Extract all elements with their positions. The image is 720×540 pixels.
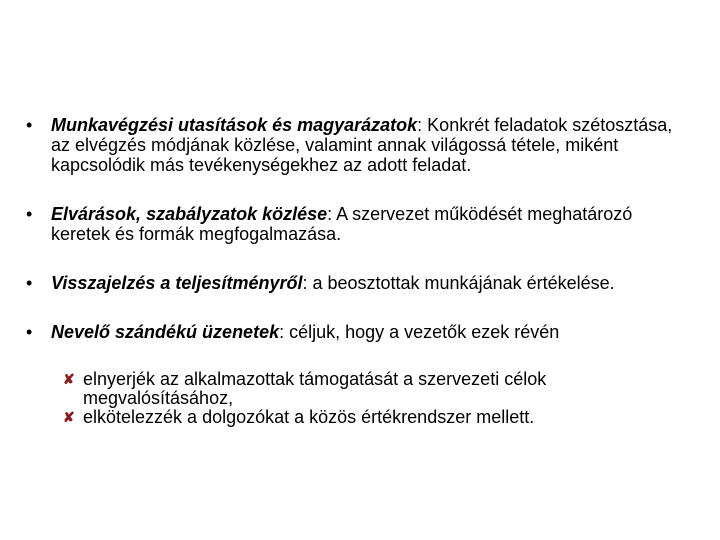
x-mark-icon: ✘ <box>63 371 75 387</box>
bullet-item-feedback <box>26 273 696 293</box>
sub-bullet-list <box>63 370 623 427</box>
bullet-text: : Konkrét feladatok szétosztása, az elvégzés módjának közlése, valamint annak világossá tétele, miként kapcsolódik más tevékenységekhez az adott feladat. <box>51 115 673 175</box>
bullet-dot: • <box>26 273 33 293</box>
x-mark-icon: ✘ <box>63 409 75 425</box>
sub-bullet-item <box>63 370 623 408</box>
bullet-term: Nevelő szándékú üzenetek <box>51 322 280 342</box>
bullet-term: Visszajelzés a teljesítményről <box>51 273 303 293</box>
bullet-text: : A szervezet működését meghatározó keretek és formák megfogalmazása. <box>51 204 633 244</box>
bullet-item-expectations <box>26 204 696 244</box>
bullet-term: Munkavégzési utasítások és magyarázatok <box>51 115 418 135</box>
bullet-item-educational <box>26 322 696 342</box>
sub-bullet-item <box>63 408 623 427</box>
sub-bullet-text: elkötelezzék a dolgozókat a közös értékrendszer mellett. <box>83 407 535 427</box>
bullet-text: : céljuk, hogy a vezetők ezek révén <box>279 322 560 342</box>
bullet-text: : a beosztottak munkájának értékelése. <box>302 273 615 293</box>
bullet-item-instructions <box>26 115 696 175</box>
bullet-list <box>26 115 696 342</box>
bullet-dot: • <box>26 322 33 342</box>
bullet-dot: • <box>26 115 33 135</box>
bullet-term: Elvárások, szabályzatok közlése <box>51 204 328 224</box>
bullet-dot: • <box>26 204 33 224</box>
sub-bullet-text: elnyerjék az alkalmazottak támogatását a szervezeti célok megvalósításához, <box>83 369 547 408</box>
